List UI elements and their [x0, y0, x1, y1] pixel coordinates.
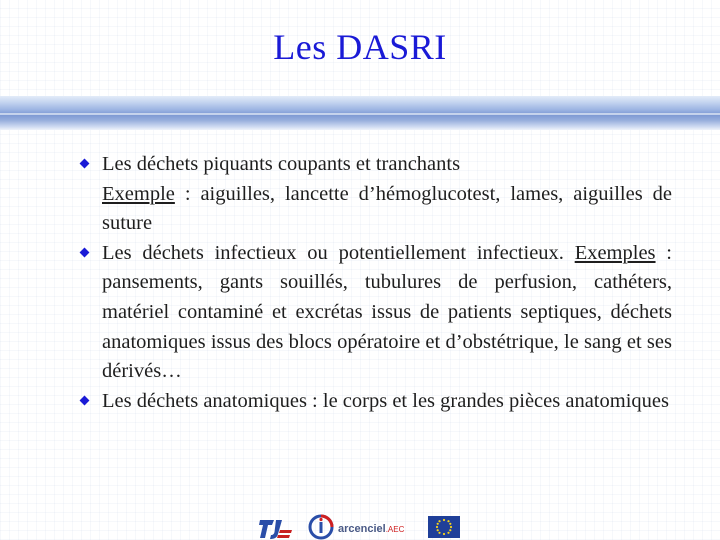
bullet-main-text: Les déchets infectieux ou potentiellement infectieux. [102, 241, 575, 264]
diamond-bullet-icon [80, 395, 90, 405]
logo-text-suffix: .AEC [385, 525, 405, 534]
bullet-main-text: Les déchets anatomiques : le corps et les grandes pièces anatomiques [102, 389, 669, 412]
bullet-item-anatomical [76, 387, 672, 417]
eu-flag-icon [428, 516, 460, 538]
example-label: Exemple [102, 182, 175, 205]
logo-text-main: arcenciel [338, 523, 386, 535]
bullet-main-text: Les déchets piquants coupants et tranchants [102, 153, 461, 175]
title-divider-bar [0, 96, 720, 130]
arcenciel-logo-icon [308, 514, 334, 540]
diamond-bullet-icon [80, 159, 90, 169]
arcenciel-logo-text [338, 523, 404, 535]
tj-logo-icon [258, 514, 294, 540]
diamond-bullet-icon [80, 247, 90, 257]
bullet-item-infectious [76, 239, 672, 387]
bullet-list [76, 150, 672, 416]
slide-title: Les DASRI [273, 27, 447, 67]
example-text: : aiguilles, lancette d’hémoglucotest, lames, aiguilles de suture [102, 182, 672, 235]
footer-logos [250, 512, 470, 540]
bullet-item-sharps [76, 150, 672, 239]
example-text: : pansements, gants souillés, tubulures de perfusion, cathéters, matériel contaminé et excrétas issus de patients septiques, déchets anatomiques issus des blocs opératoire et d’obstétrique, le sang et ses dérivés… [102, 241, 672, 383]
example-label: Exemples [574, 241, 656, 264]
